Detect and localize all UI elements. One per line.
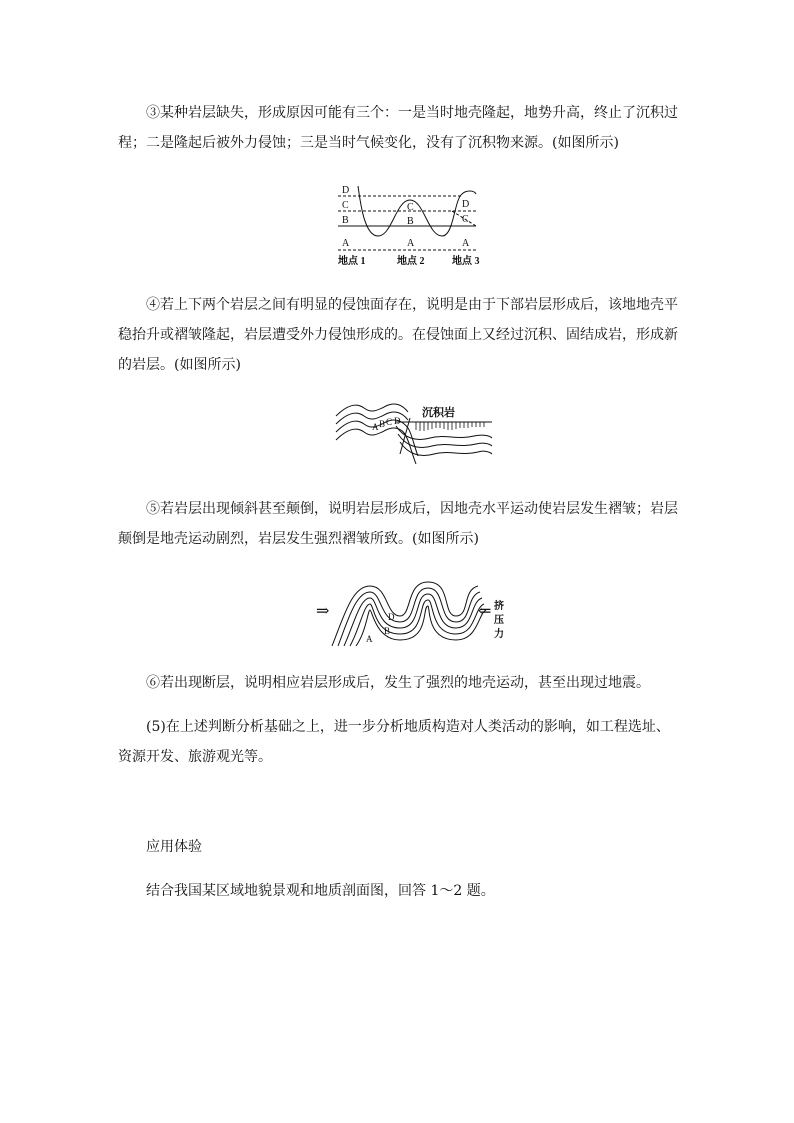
figure3-layer-a: A <box>366 634 373 644</box>
paragraph-erosion-surface: ④若上下两个岩层之间有明显的侵蚀面存在，说明是由于下部岩层形成后，该地地壳平稳抬升或褶皱隆起，岩层遭受外力侵蚀形成的。在侵蚀面上又经过沉积、固结成岩，形成新的岩层。(如图所示) <box>118 297 678 373</box>
figure1-layer-c-site2: C <box>407 202 414 213</box>
figure1-layer-c-site1: C <box>342 200 349 211</box>
paragraph-strata-missing: ③某种岩层缺失，形成原因可能有三个：一是当时地壳隆起，地势升高，终止了沉积过程；二是隆起后被外力侵蚀；三是当时气候变化，没有了沉积物来源。(如图所示) <box>118 105 678 151</box>
figure1-layer-a-site2: A <box>407 238 415 249</box>
figure3-layer-d: D <box>388 612 395 622</box>
paragraph-question-intro: 结合我国某区域地貌景观和地质剖面图，回答 1～2 题。 <box>146 883 495 899</box>
figure1-site-3-label: 地点 3 <box>452 256 480 267</box>
figure-missing-strata <box>336 180 486 270</box>
figure-strong-folding <box>314 576 514 652</box>
figure1-layer-a-site1: A <box>342 238 350 249</box>
figure3-right-arrow: ⇐ <box>478 603 492 620</box>
figure1-layer-b-site2: B <box>407 216 414 227</box>
figure1-layer-c-site3: C <box>462 214 469 225</box>
figure3-force-char-3: 力 <box>494 629 504 640</box>
figure2-layer-a: A <box>372 422 379 432</box>
figure3-left-arrow: ⇒ <box>316 603 330 620</box>
paragraph-human-impact: (5)在上述判断分析基础之上，进一步分析地质构造对人类活动的影响，如工程选址、资源开发、旅游观光等。 <box>118 719 670 765</box>
figure3-layer-b: B <box>384 626 391 636</box>
figure1-layer-d-site3: D <box>462 199 470 210</box>
figure2-layer-c: C <box>386 417 393 427</box>
figure1-site-1-label: 地点 1 <box>338 256 366 267</box>
figure3-force-char-2: 压 <box>494 615 504 626</box>
paragraph-folding: ⑤若岩层出现倾斜甚至颠倒，说明岩层形成后，因地壳水平运动使岩层发生褶皱；岩层颠倒是地壳运动剧烈，岩层发生强烈褶皱所致。(如图所示) <box>118 501 678 547</box>
figure1-layer-b-site1: B <box>342 215 349 226</box>
figure3-force-char-1: 挤 <box>494 601 504 612</box>
paragraph-faults: ⑥若出现断层，说明相应岩层形成后，发生了强烈的地壳运动，甚至出现过地震。 <box>146 675 650 691</box>
figure1-site-2-label: 地点 2 <box>397 256 425 267</box>
figure1-layer-a-site3: A <box>462 238 470 249</box>
figure2-sedimentary-rock-label: 沉积岩 <box>422 407 455 419</box>
section-heading-application: 应用体验 <box>146 839 202 855</box>
figure-erosion-surface <box>334 398 494 470</box>
figure2-layer-b: B <box>379 419 386 429</box>
figure1-layer-d-site1: D <box>342 185 350 196</box>
figure2-layer-d: D <box>394 416 401 426</box>
